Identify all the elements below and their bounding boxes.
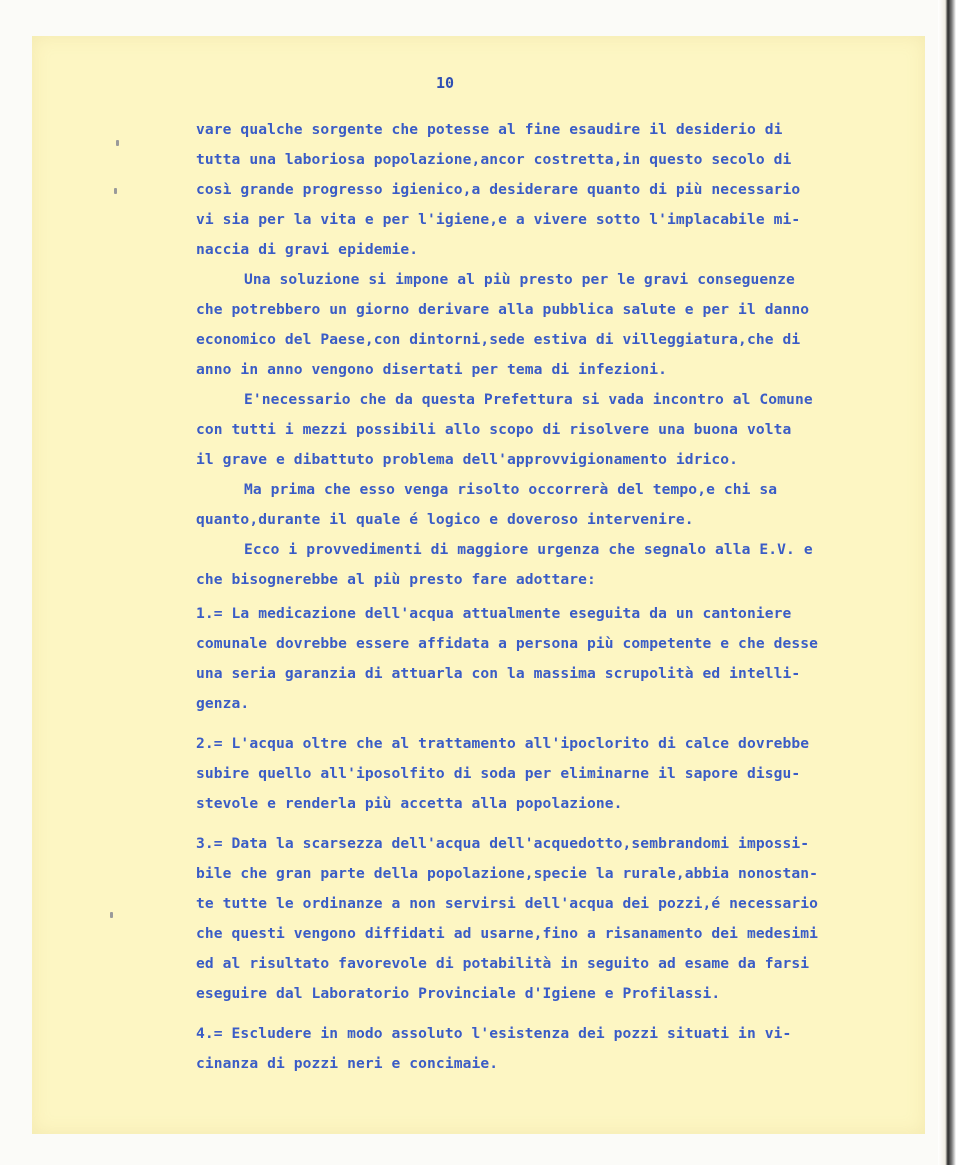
text-line: Ma prima che esso venga risolto occorrerà del tempo,e chi sa [244, 481, 778, 498]
page-number: 10 [436, 74, 455, 92]
page-edge-shadow [938, 0, 956, 1165]
text-line: ed al risultato favorevole di potabilità in seguito ad esame da farsi [196, 955, 810, 972]
text-line: una seria garanzia di attuarla con la massima scrupolità ed intelli- [196, 665, 801, 682]
text-line: 4.= Escludere in modo assoluto l'esistenza dei pozzi situati in vi- [196, 1025, 792, 1042]
text-line: il grave e dibattuto problema dell'approvvigionamento idrico. [196, 451, 739, 468]
text-line: quanto,durante il quale é logico e doveroso intervenire. [196, 511, 694, 528]
text-line: naccia di gravi epidemie. [196, 241, 419, 258]
text-line: eseguire dal Laboratorio Provinciale d'Igiene e Profilassi. [196, 985, 721, 1002]
text-line: 2.= L'acqua oltre che al trattamento all'ipoclorito di calce dovrebbe [196, 735, 810, 752]
text-line: con tutti i mezzi possibili allo scopo di risolvere una buona volta [196, 421, 792, 438]
text-line: Una soluzione si impone al più presto per le gravi conseguenze [244, 271, 795, 288]
text-line: che potrebbero un giorno derivare alla pubblica salute e per il danno [196, 301, 810, 318]
text-line: che bisognerebbe al più presto fare adottare: [196, 571, 596, 588]
text-line: cinanza di pozzi neri e concimaie. [196, 1055, 499, 1072]
text-line: vi sia per la vita e per l'igiene,e a vivere sotto l'implacabile mi- [196, 211, 801, 228]
text-line: 1.= La medicazione dell'acqua attualmente eseguita da un cantoniere [196, 605, 792, 622]
text-line: comunale dovrebbe essere affidata a persona più competente e che desse [196, 635, 819, 652]
text-line: così grande progresso igienico,a desiderare quanto di più necessario [196, 181, 801, 198]
margin-mark [110, 912, 113, 918]
text-line: subire quello all'iposolfito di soda per eliminarne il sapore disgu- [196, 765, 801, 782]
margin-mark [114, 188, 117, 194]
text-line: bile che gran parte della popolazione,specie la rurale,abbia nonostan- [196, 865, 819, 882]
text-line: anno in anno vengono disertati per tema di infezioni. [196, 361, 667, 378]
text-line: economico del Paese,con dintorni,sede estiva di villeggiatura,che di [196, 331, 801, 348]
text-line: Ecco i provvedimenti di maggiore urgenza che segnalo alla E.V. e [244, 541, 813, 558]
text-line: stevole e renderla più accetta alla popolazione. [196, 795, 623, 812]
text-line: genza. [196, 695, 250, 712]
margin-mark [116, 140, 119, 146]
text-line: 3.= Data la scarsezza dell'acqua dell'acquedotto,sembrandomi impossi- [196, 835, 810, 852]
text-line: vare qualche sorgente che potesse al fine esaudire il desiderio di [196, 121, 783, 138]
text-line: che questi vengono diffidati ad usarne,fino a risanamento dei medesimi [196, 925, 819, 942]
text-line: tutta una laboriosa popolazione,ancor costretta,in questo secolo di [196, 151, 792, 168]
text-line: E'necessario che da questa Prefettura si vada incontro al Comune [244, 391, 813, 408]
text-line: te tutte le ordinanze a non servirsi dell'acqua dei pozzi,é necessario [196, 895, 819, 912]
